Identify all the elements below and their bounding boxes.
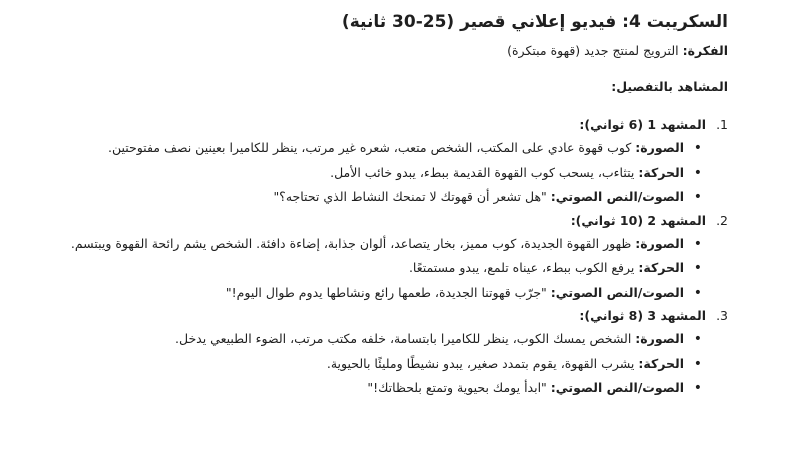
scene-details — [40, 232, 706, 306]
scenes-list — [40, 114, 728, 401]
bullet: • — [693, 355, 702, 372]
bullet: • — [693, 164, 702, 181]
bullet: • — [693, 284, 702, 301]
detail-text: ظهور القهوة الجديدة، كوب مميز، بخار يتصاعد، ألوان جذابة، إضاءة دافئة. الشخص يشم رائحة القهوة ويبتسم. — [70, 235, 636, 251]
detail-text: "ابدأ يومك بحيوية وتمتع بلحظاتك!" — [367, 380, 551, 395]
scene-details — [40, 327, 706, 401]
scene-title: المشهد 3 (8 ثواني): — [579, 308, 706, 323]
idea-line — [40, 40, 728, 62]
scene-item — [40, 305, 728, 401]
detail-label: الحركة: — [638, 260, 684, 275]
detail-text: "هل تشعر أن قهوتك لا تمنحك النشاط الذي تحتاجه؟" — [273, 189, 551, 204]
detail-label: الصورة: — [635, 331, 684, 346]
bullet: • — [693, 189, 702, 205]
idea-label: الفكرة: — [682, 43, 728, 58]
detail-label: الحركة: — [638, 355, 684, 371]
detail-item — [40, 136, 706, 161]
scene-title: المشهد 2 (10 ثواني): — [570, 212, 706, 228]
bullet: • — [693, 260, 702, 276]
scene-number: 1. — [716, 117, 728, 132]
bullet: • — [693, 380, 702, 396]
scene-title: المشهد 1 (6 ثواني): — [579, 117, 706, 132]
detail-text: كوب قهوة عادي على المكتب، الشخص متعب، شعره غير مرتب، ينظر للكاميرا بعينين نصف مفتوحتين. — [107, 140, 636, 155]
detail-item — [40, 327, 706, 352]
detail-text: الشخص يمسك الكوب، ينظر للكاميرا بابتسامة، خلفه مكتب مرتب، الضوء الطبيعي يدخل. — [175, 331, 636, 346]
detail-item — [40, 376, 706, 401]
detail-item — [40, 161, 706, 186]
scene-number: 2. — [716, 212, 728, 228]
detail-text: يرفع الكوب ببطء، عيناه تلمع، يبدو مستمتعًا. — [408, 260, 639, 275]
detail-item — [40, 185, 706, 210]
detail-text: يشرب القهوة، يقوم بتمدد صغير، يبدو نشيطًا ومليئًا بالحيوية. — [326, 355, 639, 371]
detail-label: الصورة: — [635, 140, 684, 155]
detail-item — [40, 352, 706, 377]
detail-item — [40, 256, 706, 281]
detail-label: الحركة: — [638, 164, 684, 180]
bullet: • — [693, 235, 702, 252]
detail-label: الصوت/النص الصوتي: — [550, 189, 684, 204]
detail-text: "جرّب قهوتنا الجديدة، طعمها رائع ونشاطها يدوم طوال اليوم!" — [225, 284, 551, 300]
bullet: • — [693, 140, 702, 156]
scene-item — [40, 114, 728, 210]
detail-item — [40, 281, 706, 306]
scene-details — [40, 136, 706, 210]
scene-number: 3. — [716, 308, 728, 323]
idea-text: الترويج لمنتج جديد (قهوة مبتكرة) — [507, 43, 683, 58]
detail-label: الصوت/النص الصوتي: — [550, 284, 684, 300]
detail-label: الصوت/النص الصوتي: — [550, 380, 684, 395]
scene-item — [40, 210, 728, 306]
page-title: السكريبت 4: فيديو إعلاني قصير (25-30 ثانية) — [341, 12, 728, 32]
detail-item — [40, 232, 706, 257]
detail-label: الصورة: — [635, 235, 684, 251]
bullet: • — [693, 331, 702, 347]
detail-text: يتثاءب، يسحب كوب القهوة القديمة ببطء، يبدو خائب الأمل. — [330, 164, 639, 180]
scenes-heading: المشاهد بالتفصيل: — [611, 79, 728, 94]
